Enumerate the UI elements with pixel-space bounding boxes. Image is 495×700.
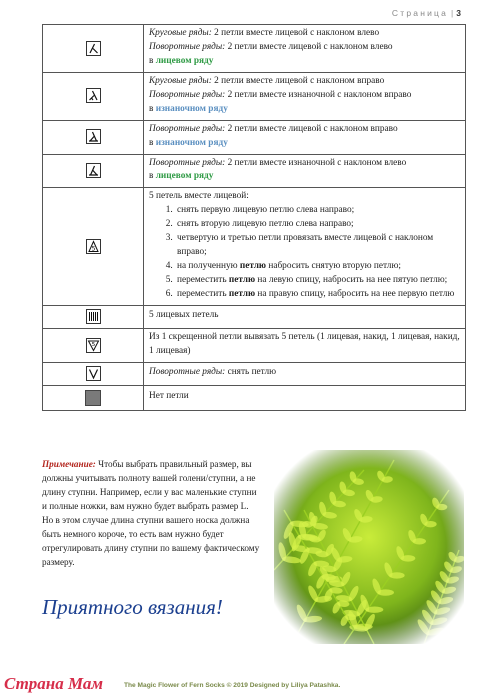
left-slant-k2tog-icon bbox=[86, 41, 101, 56]
list-item: 6. переместить петлю на правую спицу, набросить на нее первую петлю bbox=[175, 288, 460, 302]
table-row: 5 5 петель вместе лицевой: 1. снять первую лицевую петлю слева направо; 2. снять вторую лицевую петлю слева направо; 3. четвертую и третью петли провязать вместе лицевой с наклоном вправо; 4. на полученную петлю набросить снятую вторую петлю; 5. переместить петлю на левую спицу, набросить на нее пятую петлю; 6. переместить петлю на правую спицу, набросить на нее первую петлю bbox=[43, 188, 466, 306]
five-together-icon bbox=[86, 239, 101, 254]
table-row: Поворотные ряды: 2 петли вместе изнаночной с наклоном влево в лицевом ряду bbox=[43, 154, 466, 188]
footer bbox=[0, 666, 495, 700]
steps-list bbox=[149, 204, 460, 302]
list-item: 1. снять первую лицевую петлю слева направо; bbox=[175, 204, 460, 218]
note-text: Чтобы выбрать правильный размер, вы должны учитывать полноту вашей голени/ступни, а не длину ступни. Например, если у вас маленькие ступни и полные ножки, вам нужно будет выбрать размер L. Но в этом случае длина ступни вашего носка должна быть немного короче, то есть вам нужно будет отрегулировать длину ступни по вашему фактическому размеру. bbox=[42, 459, 260, 567]
page-header: Страница | 3 bbox=[391, 8, 461, 18]
list-item: 4. на полученную петлю набросить снятую вторую петлю; bbox=[175, 260, 460, 274]
enjoy-title: Приятного вязания! bbox=[42, 595, 223, 619]
note-label: Примечание: bbox=[42, 459, 96, 469]
five-knit-icon bbox=[86, 309, 101, 324]
left-slant-p2tog-rs-icon bbox=[86, 163, 101, 178]
table-row: Круговые ряды: 2 петли вместе лицевой с наклоном вправо Поворотные ряды: 2 петли вместе изнаночной с наклоном вправо в изнаночном ряду bbox=[43, 72, 466, 120]
increase-five-icon bbox=[86, 338, 101, 353]
svg-text:5: 5 bbox=[91, 245, 95, 253]
fern-photo bbox=[274, 450, 464, 644]
table-row: 5 лицевых петель bbox=[43, 305, 466, 328]
slip-stitch-icon bbox=[86, 366, 101, 381]
table-row: Поворотные ряды: снять петлю bbox=[43, 362, 466, 385]
list-item: 3. четвертую и третью петли провязать вместе лицевой с наклоном вправо; bbox=[175, 232, 460, 260]
right-slant-k2tog-ws-icon bbox=[86, 129, 101, 144]
symbol-legend-table bbox=[42, 24, 466, 411]
list-item: 2. снять вторую лицевую петлю слева направо; bbox=[175, 218, 460, 232]
list-item: 5. переместить петлю на левую спицу, набросить на нее пятую петлю; bbox=[175, 274, 460, 288]
copyright-credit: The Magic Flower of Fern Socks © 2019 Designed by Liliya Patashka. bbox=[124, 682, 341, 689]
table-row: Нет петли bbox=[43, 385, 466, 410]
page-label: Страница bbox=[391, 8, 449, 18]
table-row: Круговые ряды: 2 петли вместе лицевой с наклоном влево Поворотные ряды: 2 петли вместе лицевой с наклоном влево в лицевом ряду bbox=[43, 25, 466, 73]
right-slant-k2tog-icon bbox=[86, 88, 101, 103]
no-stitch-icon bbox=[85, 390, 101, 406]
svg-text:5: 5 bbox=[91, 341, 95, 348]
site-logo: Страна Мам bbox=[4, 674, 104, 693]
page-number: 3 bbox=[456, 8, 461, 18]
table-row: 5 Из 1 скрещенной петли вывязать 5 петель (1 лицевая, накид, 1 лицевая, накид, 1 лицевая) bbox=[43, 328, 466, 362]
size-note bbox=[42, 458, 260, 570]
table-row: Поворотные ряды: 2 петли вместе лицевой с наклоном вправо в изнаночном ряду bbox=[43, 120, 466, 154]
